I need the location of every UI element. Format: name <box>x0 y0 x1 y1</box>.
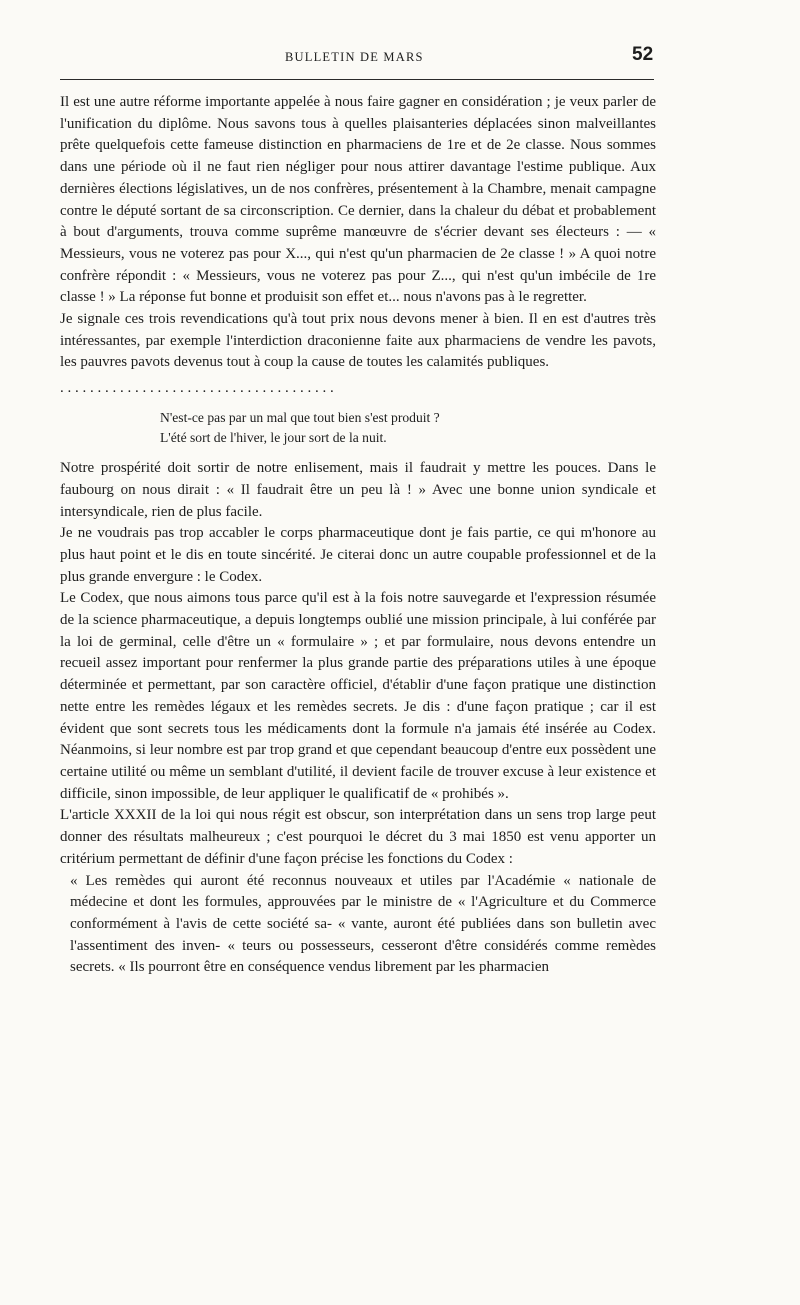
running-title: BULLETIN DE MARS <box>285 50 424 64</box>
epigraph-line-2: L'été sort de l'hiver, le jour sort de la nuit. <box>160 430 387 446</box>
paragraph-article-xxxii: L'article XXXII de la loi qui nous régit est obscur, son interprétation dans un sens trop large peut donner des résultats malheureux ; c'est pourquoi le décret du 3 mai 1850 est venu apporter un critérium permettant de définir d'une façon précise les fonctions du Codex : <box>60 807 656 867</box>
paragraph-prosperite: Notre prospérité doit sortir de notre enlisement, mais il faudrait y mettre les pouces. Dans le faubourg on nous dirait : « Il faudrait être un peu là ! » Avec une bonne union syndicale et intersyndicale, rien de plus facile. <box>60 460 656 520</box>
page-number: 52 <box>632 44 654 65</box>
epigraph-line-1: N'est-ce pas par un mal que tout bien s'est produit ? <box>160 410 440 426</box>
paragraph-corps-pharmaceutique: Je ne voudrais pas trop accabler le corps pharmaceutique dont je fais partie, ce qui m'honore au plus haut point et le dis en toute sincérité. Je citerai donc un autre coupable professionnel et de la plus grande envergure : le Codex. <box>60 525 656 585</box>
body-text <box>60 92 656 979</box>
header-rule <box>60 79 654 80</box>
paragraph-decret-citation: « Les remèdes qui auront été reconnus nouveaux et utiles par l'Académie « nationale de médecine et dont les formules, approuvées par le ministre de « l'Agriculture et du Commerce conformément à l'avis de cette société sa- « vante, auront été publiées dans son bulletin avec l'assentiment des inven- « teurs ou possesseurs, cesseront d'être considérés comme remèdes secrets. « Ils pourront être en conséquence vendus librement par les pharmacien <box>70 872 656 976</box>
paragraph-unification: Il est une autre réforme importante appelée à nous faire gagner en considération ; je veux parler de l'unification du diplôme. Nous savons tous à quelles plaisanteries déplacées sinon malveillantes prête quelquefois cette fameuse distinction en pharmaciens de 1re et de 2e classe. Nous sommes dans une période où il ne faut rien négliger pour nous attirer davantage l'estime publique. Aux dernières élections législatives, un de nos confrères, présentement à la Chambre, menait campagne contre le député sortant de sa circonscription. Ce dernier, dans la chaleur du débat et probablement à bout d'arguments, trouva comme suprême manœuvre de s'écrier devant ses électeurs : — « Messieurs, vous ne voterez pas pour X..., qui n'est qu'un pharmacien de 2e classe ! » A quoi notre confrère répondit : « Messieurs, vous ne voterez pas pour Z..., qui n'est qu'un imbécile de 1re classe ! » La réponse fut bonne et produisit son effet et... nous n'avons pas à le regretter. <box>60 94 656 306</box>
epigraph <box>160 408 656 448</box>
section-separator: . . . . . . . . . . . . . . . . . . . . . . . . . . . . . . . . . . . . . <box>60 380 334 397</box>
page-header <box>0 44 800 74</box>
paragraph-revendications: Je signale ces trois revendications qu'à tout prix nous devons mener à bien. Il en est d'autres très intéressantes, par exemple l'interdiction draconienne faite aux pharmaciens de vendre les pavots, les pauvres pavots devenus tout à coup la cause de toutes les calamités publiques. <box>60 311 656 371</box>
paragraph-codex: Le Codex, que nous aimons tous parce qu'il est à la fois notre sauvegarde et l'expression résumée de la science pharmaceutique, a depuis longtemps oublié une mission principale, à lui conférée par la loi de germinal, celle d'être un « formulaire » ; et par formulaire, nous devons entendre un recueil assez important pour renfermer la plus grande partie des préparations utiles à une époque déterminée et permettant, par son caractère officiel, d'établir d'une façon pratique une distinction nette entre les remèdes légaux et les remèdes secrets. Je dis : d'une façon pratique ; car il est évident que sont secrets tous les médicaments dont la formule n'a jamais été insérée au Codex. Néanmoins, si leur nombre est par trop grand et que cependant beaucoup d'entre eux possèdent une certaine utilité ou même un semblant d'utilité, il devient facile de trouver excuse à leur existence et difficile, sinon impossible, de leur appliquer le qualificatif de « prohibés ». <box>60 590 656 802</box>
